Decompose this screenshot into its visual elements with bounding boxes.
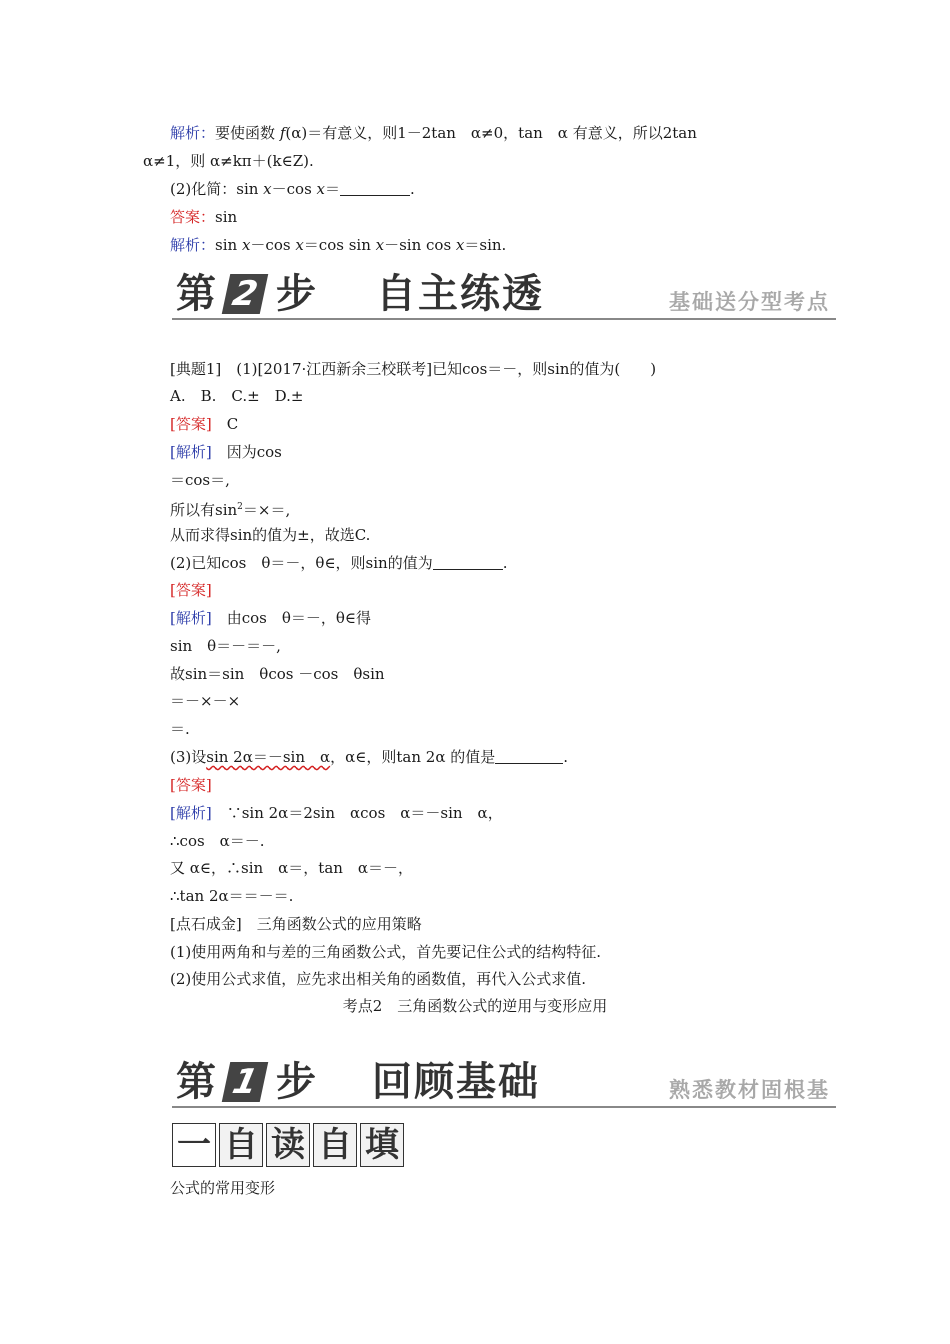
line-a13: ＝－×－×	[170, 692, 241, 710]
intro-line-1: 解析：要使函数 f(α)＝有意义，则1－2tan α≠0，tan α 有意义，所以2tan	[170, 124, 697, 142]
banner-rule	[172, 318, 836, 320]
line-a5: ＝cos＝,	[170, 471, 230, 489]
answer-3: [答案]	[170, 776, 212, 794]
line-a14: ＝.	[170, 720, 190, 738]
tip-heading: [点石成金] 三角函数公式的应用策略	[170, 915, 422, 933]
banner-rule	[172, 1106, 836, 1108]
line-a18: ∴cos α＝－.	[170, 832, 265, 850]
problem-1: [典题1] (1)[2017·江西新余三校联考]已知cos＝－，则sin的值为( )	[170, 360, 657, 378]
analysis-1: [解析] 因为cos	[170, 443, 282, 461]
analysis-2: [解析] 由cos θ＝－，θ∈得	[170, 609, 372, 627]
line-a11: sin θ＝－＝－,	[170, 637, 281, 655]
intro-line-3: (2)化简：sin x－cos x＝ .	[170, 180, 415, 198]
box-char: 自	[219, 1123, 263, 1167]
answer-blank	[433, 555, 503, 570]
step-1-banner: 第 1 步 回顾基础 熟悉教材固根基	[172, 1052, 836, 1108]
line-a12: 故sin＝sin θcos －cos θsin	[170, 665, 385, 683]
answer-1: [答案] C	[170, 415, 239, 433]
banner-tag: 基础送分型考点	[669, 290, 830, 314]
box-char: 自	[313, 1123, 357, 1167]
last-line: 公式的常用变形	[170, 1179, 276, 1197]
tip-2: (2)使用公式求值，应先求出相关角的函数值，再代入公式求值.	[170, 970, 587, 988]
tip-1: (1)使用两角和与差的三角函数公式，首先要记住公式的结构特征.	[170, 943, 602, 961]
line-a7: 从而求得sin的值为±，故选C.	[170, 526, 371, 544]
self-read-boxes	[172, 1123, 407, 1167]
box-char: 一	[172, 1123, 216, 1167]
line-a20: ∴tan 2α＝＝－＝.	[170, 887, 294, 905]
banner-title: 自主练透	[376, 271, 544, 317]
step-2-banner: 第 2 步 自主练透 基础送分型考点	[172, 264, 836, 320]
intro-answer: 答案：sin	[170, 208, 238, 226]
problem-2: (2)已知cos θ＝－，θ∈，则sin的值为 .	[170, 554, 508, 572]
line-a6: 所以有$\sin^2=\times=$,	[170, 501, 291, 519]
analysis-3: [解析] ∵sin 2α＝2sin αcos α＝－sin α，	[170, 804, 503, 822]
answer-blank	[495, 749, 563, 764]
section-title: 考点2 三角函数公式的逆用与变形应用	[342, 997, 608, 1015]
step-number: 1	[222, 1062, 269, 1102]
answer-blank	[340, 181, 410, 196]
intro-line-2: α≠1，则 α≠kπ＋(k∈Z).	[143, 152, 314, 170]
problem-3: (3)设sin 2α＝－sin α，α∈，则tan 2α 的值是 .	[170, 748, 568, 766]
banner-title: 回顾基础	[372, 1059, 540, 1105]
step-number: 2	[222, 274, 269, 314]
box-char: 读	[266, 1123, 310, 1167]
choices: A. B. C.± D.±	[170, 387, 304, 405]
answer-2: [答案]	[170, 581, 212, 599]
banner-tag: 熟悉教材固根基	[669, 1078, 830, 1102]
line-a19: 又 α∈，∴sin α＝，tan α＝－，	[170, 859, 414, 877]
box-char: 填	[360, 1123, 404, 1167]
intro-analysis: 解析：sin x－cos x＝cos sin x－sin cos x＝sin.	[170, 236, 507, 254]
